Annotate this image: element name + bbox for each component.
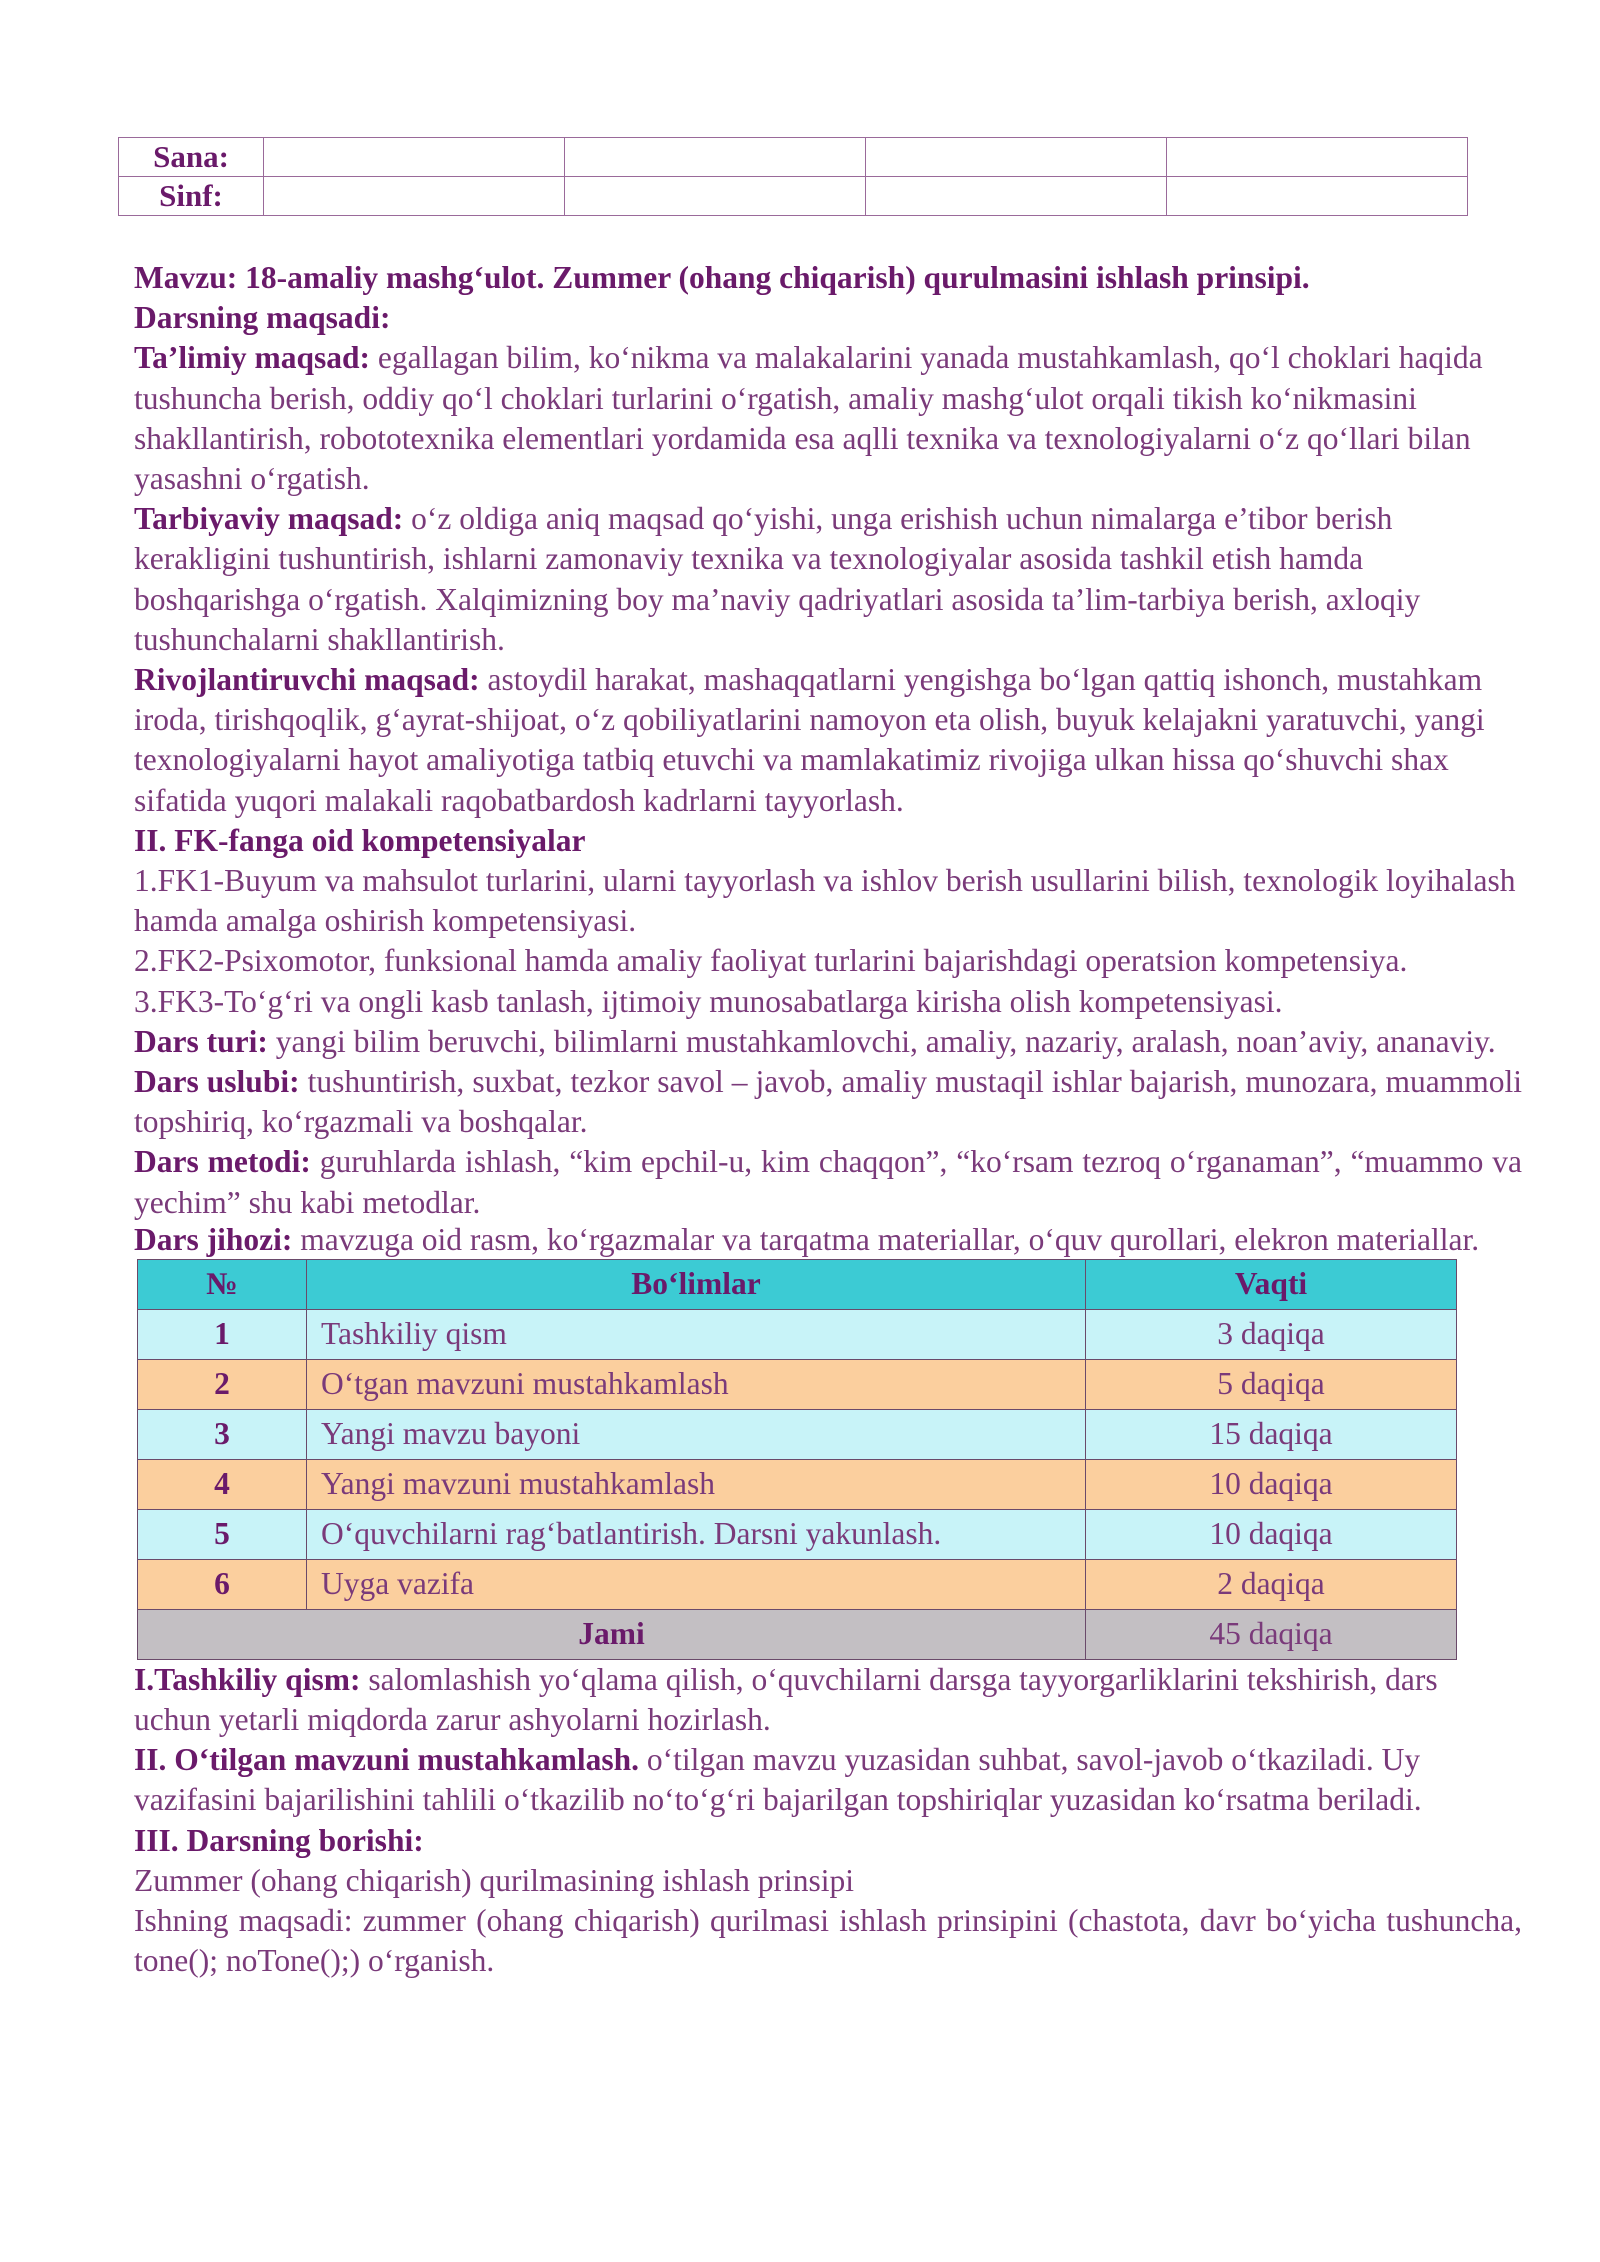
class-label: Sinf: <box>119 177 264 216</box>
upbringing-goal <box>134 499 1522 660</box>
row-number: 5 <box>138 1509 307 1559</box>
row-number: 4 <box>138 1459 307 1509</box>
organizational-part-label: I.Tashkiliy qism: <box>134 1661 361 1697</box>
class-cell <box>1167 177 1468 216</box>
topic-label: Mavzu: <box>134 260 238 295</box>
total-time: 45 daqiqa <box>1086 1609 1457 1659</box>
row-number: 2 <box>138 1359 307 1409</box>
col-header-sections: Bo‘limlar <box>307 1259 1086 1309</box>
date-cell <box>1167 138 1468 177</box>
lesson-plan-text <box>134 258 1522 1982</box>
organizational-part <box>134 1660 1522 1740</box>
lesson-method <box>134 1142 1522 1222</box>
class-cell <box>866 177 1167 216</box>
class-cell <box>565 177 866 216</box>
lesson-type-text: yangi bilim beruvchi, bilimlarni mustahkamlovchi, amaliy, nazariy, aralash, noan’aviy, ananaviy. <box>275 1023 1496 1059</box>
row-time: 3 daqiqa <box>1086 1309 1457 1359</box>
row-section: Yangi mavzu bayoni <box>307 1409 1086 1459</box>
lesson-style-text: tushuntirish, suxbat, tezkor savol – javob, amaliy mustaqil ishlar bajarish, munozara, muammoli topshiriq, ko‘rgazmali va boshqalar. <box>134 1064 1522 1140</box>
topic-line <box>134 258 1522 298</box>
class-cell <box>264 177 565 216</box>
date-cell <box>866 138 1167 177</box>
lesson-method-label: Dars metodi: <box>134 1144 311 1180</box>
competency-item: 1.FK1-Buyum va mahsulot turlarini, ularni tayyorlash va ishlov berish usullarini bilish, texnologik loyihalash hamda amalga oshirish kompetensiyasi. <box>134 863 1516 939</box>
row-section: O‘tgan mavzuni mustahkamlash <box>307 1359 1086 1409</box>
table-row <box>138 1409 1457 1459</box>
row-time: 2 daqiqa <box>1086 1559 1457 1609</box>
educational-goal-text: egallagan bilim, ko‘nikma va malakalarini yanada mustahkamlash, qo‘l choklari haqida tushuncha berish, oddiy qo‘l choklari turlarini o‘rgatish, amaliy mashg‘ulot orqali tikish ko‘nikmasini shakllantirish, robototexnika elementlari yordamida esa aqlli texnika va texnologiyalarni o‘z qo‘llari bilan yasashni o‘rgatish. <box>134 340 1483 497</box>
date-cell <box>565 138 866 177</box>
lesson-equipment <box>134 1223 1522 1257</box>
upbringing-goal-label: Tarbiyaviy maqsad: <box>134 501 404 537</box>
subtopic: Zummer (ohang chiqarish) qurilmasining ishlash prinsipi <box>134 1862 855 1898</box>
row-time: 10 daqiqa <box>1086 1459 1457 1509</box>
developmental-goal-label: Rivojlantiruvchi maqsad: <box>134 662 480 698</box>
lesson-style <box>134 1062 1522 1142</box>
total-label: Jami <box>138 1609 1086 1659</box>
lesson-type-label: Dars turi: <box>134 1023 268 1059</box>
upbringing-goal-text: o‘z oldiga aniq maqsad qo‘yishi, unga erishish uchun nimalarga e’tibor berish kerakligini tushuntirish, ishlarni zamonaviy texnika va texnologiyalar asosida tashkil etish hamda boshqarishga o‘rgatish. Xalqimizning boy ma’naviy qadriyatlari asosida ta’lim-tarbiya berish, axloqiy tushunchalarni shakllantirish. <box>134 501 1421 657</box>
row-time: 15 daqiqa <box>1086 1409 1457 1459</box>
row-number: 6 <box>138 1559 307 1609</box>
date-row <box>119 138 1468 177</box>
reinforcement-part <box>134 1740 1522 1820</box>
row-section: Tashkiliy qism <box>307 1309 1086 1359</box>
developmental-goal-text: astoydil harakat, mashaqqatlarni yengishga bo‘lgan qattiq ishonch, mustahkam iroda, tirishqoqlik, g‘ayrat-shijoat, o‘z qobiliyatlarini namoyon eta olish, buyuk kelajakni yaratuvchi, yangi texnologiyalarni hayot amaliyotiga tatbiq etuvchi va mamlakatimiz rivojiga ulkan hissa qo‘shuvchi shax sifatida yuqori malakali raqobatbardosh kadrlarni tayyorlash. <box>134 662 1485 818</box>
lesson-method-text: guruhlarda ishlash, “kim epchil-u, kim chaqqon”, “ko‘rsam tezroq o‘rganaman”, “muammo va yechim” shu kabi metodlar. <box>134 1144 1523 1220</box>
lesson-type <box>134 1022 1522 1062</box>
row-time: 5 daqiqa <box>1086 1359 1457 1409</box>
date-class-table <box>118 137 1468 216</box>
reinforcement-part-label: II. O‘tilgan mavzuni mustahkamlash. <box>134 1742 639 1778</box>
row-section: O‘quvchilarni rag‘batlantirish. Darsni yakunlash. <box>307 1509 1086 1559</box>
col-header-number: № <box>138 1259 307 1309</box>
lesson-equipment-label: Dars jihozi: <box>134 1221 293 1257</box>
row-section: Yangi mavzuni mustahkamlash <box>307 1459 1086 1509</box>
row-section: Uyga vazifa <box>307 1559 1086 1609</box>
work-goal: Ishning maqsadi: zummer (ohang chiqarish) qurilmasi ishlash prinsipini (chastota, davr bo‘yicha tushuncha, tone(); noTone();) o‘rganish. <box>134 1903 1522 1979</box>
date-cell <box>264 138 565 177</box>
educational-goal <box>134 338 1522 499</box>
row-number: 1 <box>138 1309 307 1359</box>
goals-heading: Darsning maqsadi: <box>134 300 391 336</box>
competency-item: 2.FK2-Psixomotor, funksional hamda amaliy faoliyat turlarini bajarishdagi operatsion kompetensiya. <box>134 943 1408 979</box>
lesson-sections-table <box>137 1259 1457 1660</box>
table-row <box>138 1359 1457 1409</box>
col-header-time: Vaqti <box>1086 1259 1457 1309</box>
competency-item: 3.FK3-To‘g‘ri va ongli kasb tanlash, ijtimoiy munosabatlarga kirisha olish kompetensiyasi. <box>134 983 1283 1019</box>
table-header-row <box>138 1259 1457 1309</box>
lesson-equipment-text: mavzuga oid rasm, ko‘rgazmalar va tarqatma materiallar, o‘quv qurollari, elekron materiallar. <box>300 1221 1480 1257</box>
table-row <box>138 1309 1457 1359</box>
table-row <box>138 1559 1457 1609</box>
educational-goal-label: Ta’limiy maqsad: <box>134 340 371 376</box>
developmental-goal <box>134 660 1522 821</box>
organizational-part-text: salomlashish yo‘qlama qilish, o‘quvchilarni darsga tayyorgarliklarini tekshirish, dars uchun yetarli miqdorda zarur ashyolarni hozirlash. <box>134 1661 1438 1738</box>
table-total-row <box>138 1609 1457 1659</box>
row-time: 10 daqiqa <box>1086 1509 1457 1559</box>
table-row <box>138 1509 1457 1559</box>
progress-heading: III. Darsning borishi: <box>134 1822 424 1858</box>
date-label: Sana: <box>119 138 264 177</box>
lesson-style-label: Dars uslubi: <box>134 1064 300 1100</box>
competencies-heading: II. FK-fanga oid kompetensiyalar <box>134 822 586 858</box>
reinforcement-part-text: o‘tilgan mavzu yuzasidan suhbat, savol-javob o‘tkaziladi. Uy vazifasini bajarilishini tahlili o‘tkazilib no‘to‘g‘ri bajarilgan topshiriqlar yuzasidan ko‘rsatma beriladi. <box>134 1742 1422 1818</box>
topic-text: 18-amaliy mashg‘ulot. Zummer (ohang chiqarish) qurulmasini ishlash prinsipi. <box>245 260 1310 295</box>
row-number: 3 <box>138 1409 307 1459</box>
class-row <box>119 177 1468 216</box>
table-row <box>138 1459 1457 1509</box>
